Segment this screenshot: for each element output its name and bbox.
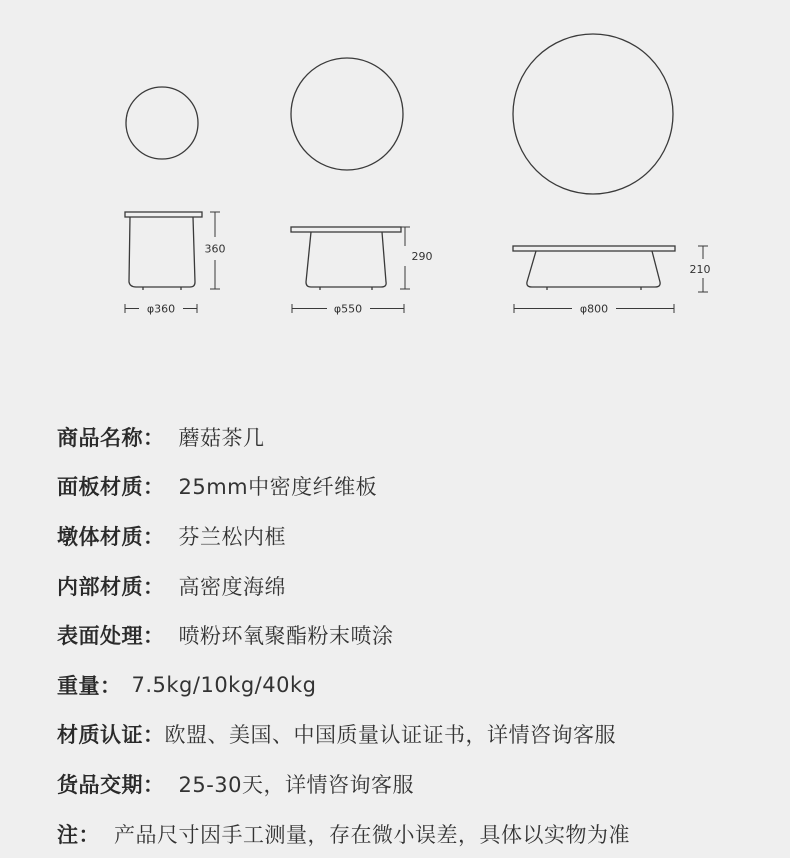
spec-row-surface-treatment [57, 610, 777, 660]
large-table-side-view [513, 246, 675, 290]
dimension-diagram [0, 0, 790, 340]
small-table-top-view [126, 87, 198, 159]
medium-table-top-view [291, 58, 403, 170]
medium-height-label: 290 [411, 250, 433, 263]
spec-label: 表面处理： [57, 624, 165, 649]
spec-row-body-material [57, 511, 777, 561]
spec-value: 欧盟、美国、中国质量认证证书，详情咨询客服 [164, 723, 616, 748]
spec-label: 重量： [57, 673, 122, 698]
spec-row-inner-material [57, 561, 777, 611]
spec-value: 喷粉环氧聚酯粉末喷涂 [178, 624, 394, 649]
spec-row-weight [57, 660, 777, 710]
spec-label: 商品名称： [57, 425, 165, 450]
small-height-label: 360 [204, 242, 226, 256]
medium-height-dimension [400, 227, 410, 289]
small-table-side-view [125, 212, 202, 290]
spec-value: 7.5kg/10kg/40kg [131, 672, 317, 697]
spec-row-panel-material [57, 462, 777, 512]
spec-value: 蘑菇茶几 [178, 425, 265, 450]
spec-value: 高密度海绵 [178, 574, 286, 599]
spec-label: 注： [57, 822, 100, 847]
small-width-label: φ360 [146, 302, 176, 316]
large-table-top-view [513, 34, 673, 194]
large-height-label: 210 [689, 263, 711, 276]
spec-label: 材质认证： [57, 723, 165, 748]
spec-value: 25mm中密度纤维板 [178, 475, 378, 500]
spec-row-product-name [57, 412, 777, 462]
dimension-diagram-svg [0, 0, 790, 340]
spec-row-delivery [57, 759, 777, 809]
large-width-label: φ800 [579, 302, 609, 316]
medium-width-label: φ550 [333, 302, 363, 316]
medium-table-side-view [291, 227, 401, 290]
spec-value: 25-30天，详情咨询客服 [178, 772, 415, 797]
spec-label: 墩体材质： [57, 524, 165, 549]
spec-label: 面板材质： [57, 475, 165, 500]
spec-label: 内部材质： [57, 574, 165, 599]
spec-row-note [57, 809, 777, 858]
spec-label: 货品交期： [57, 772, 165, 797]
spec-list [57, 412, 777, 858]
spec-value: 芬兰松内框 [178, 524, 286, 549]
spec-value: 产品尺寸因手工测量，存在微小误差，具体以实物为准 [114, 822, 630, 847]
spec-row-certification [57, 710, 777, 760]
